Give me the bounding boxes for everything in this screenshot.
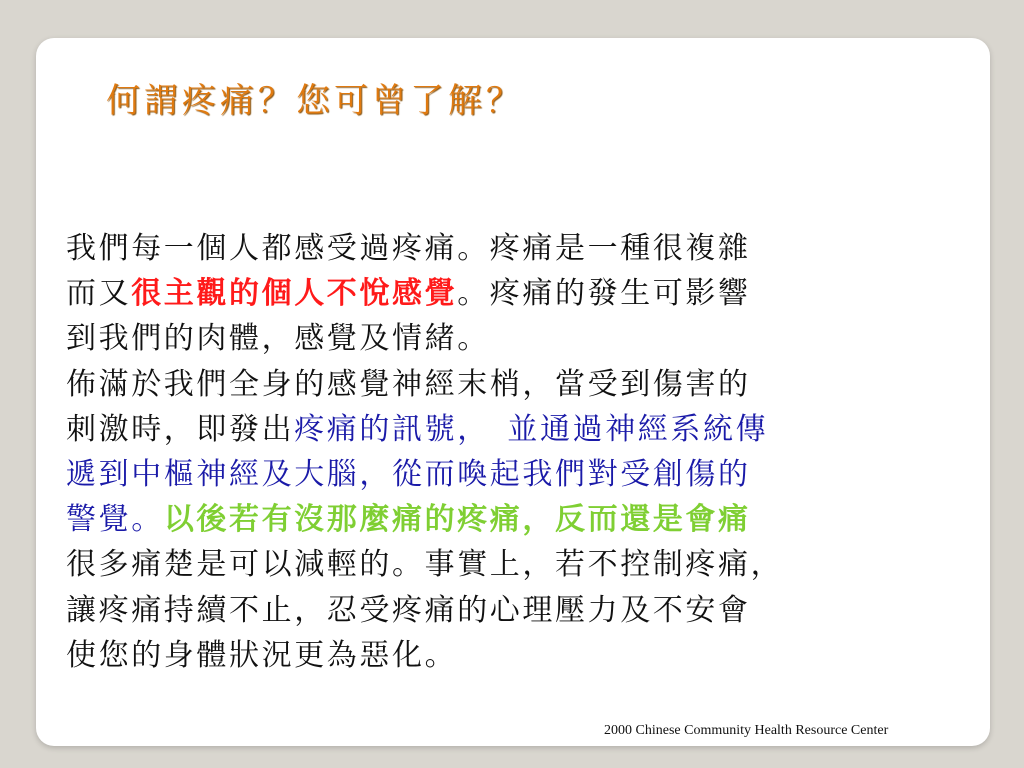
- text-segment: 刺激時，即發出: [66, 411, 295, 447]
- text-segment: 而又: [66, 276, 132, 312]
- text-segment: 。疼痛的發生可影響: [457, 276, 751, 312]
- emphasis-green-text: 以後若有沒那麼痛的疼痛，反而還是會痛: [163, 502, 751, 538]
- text-line: 遞到中樞神經及大腦，從而喚起我們對受創傷的: [66, 457, 751, 493]
- footer-credit: 2000 Chinese Community Health Resource Center: [604, 723, 889, 738]
- slide-title: 何謂疼痛？您可曾了解？: [106, 81, 524, 121]
- emphasis-blue-text: 疼痛的訊號， 並通過神經系統傳: [294, 411, 769, 447]
- text-line: [66, 271, 946, 316]
- text-line: 佈滿於我們全身的感覺神經末梢，當受到傷害的: [66, 366, 751, 402]
- text-line: [66, 497, 946, 542]
- text-line: 使您的身體狀況更為惡化。: [66, 637, 458, 673]
- text-line: [66, 407, 946, 452]
- body-paragraph: [66, 226, 946, 678]
- text-line: 很多痛楚是可以減輕的。事實上，若不控制疼痛，: [66, 547, 784, 583]
- emphasis-blue-text: 警覺。: [66, 502, 164, 538]
- emphasis-red-text: 很主觀的個人不悅感覺: [131, 276, 458, 312]
- text-line: 到我們的肉體，感覺及情緒。: [66, 321, 490, 357]
- text-line: 讓疼痛持續不止，忍受疼痛的心理壓力及不安會: [66, 592, 751, 628]
- text-line: 我們每一個人都感受過疼痛。疼痛是一種很複雜: [66, 231, 751, 266]
